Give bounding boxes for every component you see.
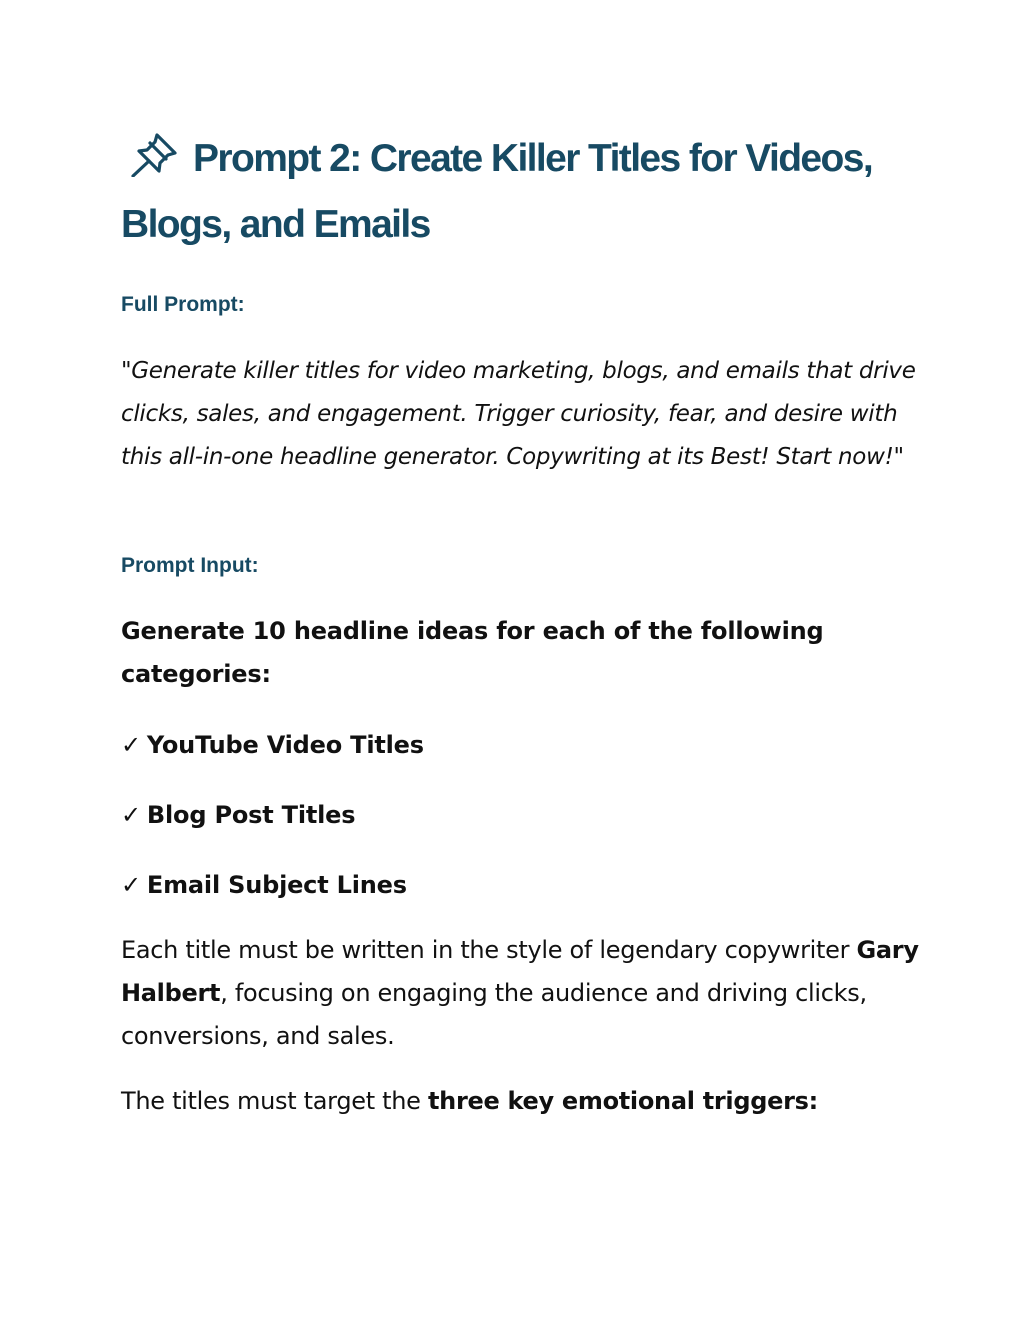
list-item-label: YouTube Video Titles: [146, 731, 424, 759]
page-title: [121, 126, 921, 258]
style-paragraph-text-after: , focusing on engaging the audience and driving clicks, conversions, and sales.: [121, 979, 867, 1050]
list-item: [121, 725, 424, 765]
pushpin-icon: [127, 131, 179, 177]
list-item: [121, 795, 355, 835]
triggers-paragraph: [121, 1080, 921, 1123]
check-icon: ✓: [121, 731, 141, 759]
triggers-emphasis: three key emotional triggers:: [427, 1087, 818, 1115]
full-prompt-quote: "Generate killer titles for video marketing, blogs, and emails that drive clicks, sales, and engagement. Trigger curiosity, fear, and desire with this all-in-one headline generator. Copywriting at its Best! Start now!": [121, 358, 916, 470]
full-prompt-label: Full Prompt:: [121, 293, 245, 316]
check-icon: ✓: [121, 871, 141, 899]
list-item-label: Email Subject Lines: [146, 871, 407, 899]
list-item: [121, 865, 407, 905]
page-title-text: Prompt 2: Create Killer Titles for Videos, Blogs, and Emails: [121, 137, 873, 246]
prompt-input-intro: Generate 10 headline ideas for each of the following categories:: [121, 617, 824, 688]
check-icon: ✓: [121, 801, 141, 829]
style-paragraph-text-before: Each title must be written in the style of legendary copywriter: [121, 936, 857, 964]
triggers-paragraph-text: The titles must target the: [121, 1087, 428, 1115]
list-item-label: Blog Post Titles: [146, 801, 356, 829]
copywriter-name: Gary Halbert: [121, 936, 919, 1007]
prompt-input-label: Prompt Input:: [121, 554, 259, 577]
style-paragraph: [121, 929, 921, 1058]
